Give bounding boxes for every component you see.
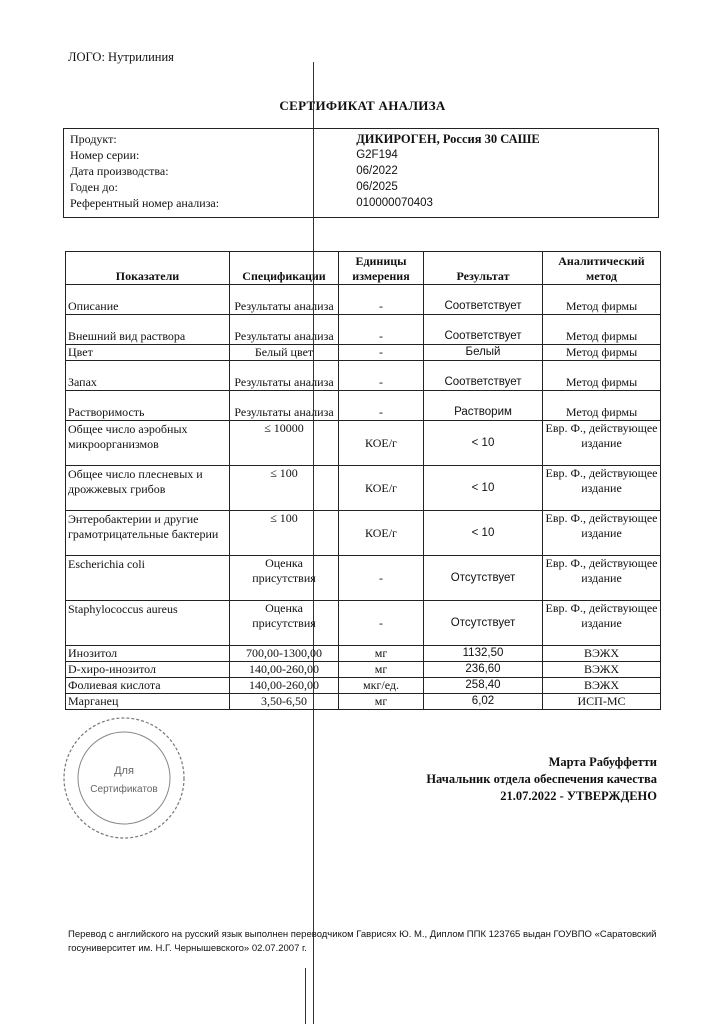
column-header: Единицы измерения: [339, 252, 424, 285]
unit-cell: -: [339, 345, 424, 361]
result-cell: < 10: [424, 511, 543, 556]
method-cell: ВЭЖХ: [543, 678, 661, 694]
product-info-row: [64, 163, 659, 179]
unit-cell: мг: [339, 646, 424, 662]
product-label: Продукт:: [70, 132, 117, 146]
specification-cell: 140,00-260,00: [230, 662, 339, 678]
column-header: Спецификации: [230, 252, 339, 285]
product-info-row: [64, 179, 659, 195]
signature-block: [426, 754, 657, 805]
method-cell: ИСП-МС: [543, 694, 661, 710]
indicator-cell: Растворимость: [66, 391, 230, 421]
unit-cell: -: [339, 315, 424, 345]
result-cell: Отсутствует: [424, 601, 543, 646]
specification-cell: 140,00-260,00: [230, 678, 339, 694]
unit-cell: мг: [339, 694, 424, 710]
method-cell: ВЭЖХ: [543, 646, 661, 662]
signatory-name: Марта Рабуффетти: [548, 755, 657, 769]
product-value: ДИКИРОГЕН, Россия 30 САШЕ: [356, 132, 540, 146]
table-row: [66, 285, 661, 315]
unit-cell: -: [339, 391, 424, 421]
indicator-cell: Фолиевая кислота: [66, 678, 230, 694]
specification-cell: ≤ 100: [230, 511, 339, 556]
method-cell: Метод фирмы: [543, 285, 661, 315]
approval-date: 21.07.2022 - УТВЕРЖДЕНО: [500, 789, 657, 803]
indicator-cell: Запах: [66, 361, 230, 391]
method-cell: Евр. Ф., действующее издание: [543, 466, 661, 511]
column-header: Показатели: [66, 252, 230, 285]
result-cell: Соответствует: [424, 361, 543, 391]
unit-cell: КОЕ/г: [339, 421, 424, 466]
product-info-row: [64, 147, 659, 163]
table-row: [66, 646, 661, 662]
result-cell: < 10: [424, 466, 543, 511]
expiry-label: Годен до:: [70, 180, 118, 194]
indicator-cell: Внешний вид раствора: [66, 315, 230, 345]
table-row: [66, 466, 661, 511]
batch-label: Номер серии:: [70, 148, 140, 162]
table-row: [66, 391, 661, 421]
column-header: Аналитический метод: [543, 252, 661, 285]
page-title: СЕРТИФИКАТ АНАЛИЗА: [279, 98, 446, 113]
method-cell: Евр. Ф., действующее издание: [543, 601, 661, 646]
table-row: [66, 694, 661, 710]
unit-cell: -: [339, 601, 424, 646]
unit-cell: -: [339, 361, 424, 391]
specification-cell: Результаты анализа: [230, 285, 339, 315]
specification-cell: ≤ 10000: [230, 421, 339, 466]
analysis-table: [65, 251, 661, 710]
result-cell: Растворим: [424, 391, 543, 421]
specification-cell: 3,50-6,50: [230, 694, 339, 710]
certificate-stamp: [60, 714, 188, 842]
indicator-cell: Энтеробактерии и другие грамотрицательные бактерии: [66, 511, 230, 556]
reference-value: 010000070403: [356, 197, 433, 209]
table-body: [66, 285, 661, 710]
table-row: [66, 361, 661, 391]
production-date-value: 06/2022: [356, 165, 398, 177]
indicator-cell: Escherichia coli: [66, 556, 230, 601]
indicator-cell: Описание: [66, 285, 230, 315]
method-cell: Метод фирмы: [543, 391, 661, 421]
unit-cell: КОЕ/г: [339, 466, 424, 511]
method-cell: Евр. Ф., действующее издание: [543, 556, 661, 601]
table-row: [66, 678, 661, 694]
unit-cell: -: [339, 285, 424, 315]
stamp-line-1: Для: [114, 765, 134, 777]
table-row: [66, 601, 661, 646]
translator-footer: Перевод с английского на русский язык выполнен переводчиком Гаврисях Ю. М., Диплом ППК 123765 выдан ГОУВПО «Саратовский госуниверситет им. Н.Г. Чернышевского» 02.07.2007 г.: [68, 929, 657, 954]
table-row: [66, 511, 661, 556]
result-cell: Отсутствует: [424, 556, 543, 601]
table-header-row: [66, 252, 661, 285]
reference-label: Референтный номер анализа:: [70, 196, 220, 210]
specification-cell: ≤ 100: [230, 466, 339, 511]
unit-cell: КОЕ/г: [339, 511, 424, 556]
product-info-table: [63, 128, 659, 218]
indicator-cell: Марганец: [66, 694, 230, 710]
specification-cell: Белый цвет: [230, 345, 339, 361]
specification-cell: Результаты анализа: [230, 361, 339, 391]
unit-cell: мг: [339, 662, 424, 678]
product-info-row: [64, 129, 659, 148]
result-cell: Соответствует: [424, 315, 543, 345]
method-cell: Метод фирмы: [543, 345, 661, 361]
indicator-cell: Общее число плесневых и дрожжевых грибов: [66, 466, 230, 511]
logo-text: ЛОГО: Нутрилиния: [68, 50, 174, 64]
table-row: [66, 345, 661, 361]
method-cell: Евр. Ф., действующее издание: [543, 421, 661, 466]
method-cell: Метод фирмы: [543, 315, 661, 345]
result-cell: 236,60: [424, 662, 543, 678]
unit-cell: мкг/ед.: [339, 678, 424, 694]
expiry-value: 06/2025: [356, 181, 398, 193]
stamp-line-2: Сертификатов: [90, 784, 158, 795]
column-header: Результат: [424, 252, 543, 285]
result-cell: 6,02: [424, 694, 543, 710]
result-cell: Соответствует: [424, 285, 543, 315]
scan-line-bottom: [305, 968, 306, 1024]
unit-cell: -: [339, 556, 424, 601]
specification-cell: Оценка присутствия: [230, 601, 339, 646]
result-cell: 258,40: [424, 678, 543, 694]
specification-cell: Результаты анализа: [230, 315, 339, 345]
batch-value: G2F194: [356, 149, 398, 161]
method-cell: ВЭЖХ: [543, 662, 661, 678]
result-cell: Белый: [424, 345, 543, 361]
result-cell: 1132,50: [424, 646, 543, 662]
result-cell: < 10: [424, 421, 543, 466]
table-row: [66, 315, 661, 345]
indicator-cell: Staphylococcus aureus: [66, 601, 230, 646]
table-row: [66, 556, 661, 601]
indicator-cell: Цвет: [66, 345, 230, 361]
specification-cell: Оценка присутствия: [230, 556, 339, 601]
product-info-row: [64, 195, 659, 218]
specification-cell: 700,00-1300,00: [230, 646, 339, 662]
specification-cell: Результаты анализа: [230, 391, 339, 421]
table-row: [66, 662, 661, 678]
indicator-cell: Общее число аэробных микроорганизмов: [66, 421, 230, 466]
table-row: [66, 421, 661, 466]
indicator-cell: Инозитол: [66, 646, 230, 662]
signatory-position: Начальник отдела обеспечения качества: [426, 772, 657, 786]
indicator-cell: D-хиро-инозитол: [66, 662, 230, 678]
method-cell: Метод фирмы: [543, 361, 661, 391]
method-cell: Евр. Ф., действующее издание: [543, 511, 661, 556]
production-date-label: Дата производства:: [70, 164, 169, 178]
